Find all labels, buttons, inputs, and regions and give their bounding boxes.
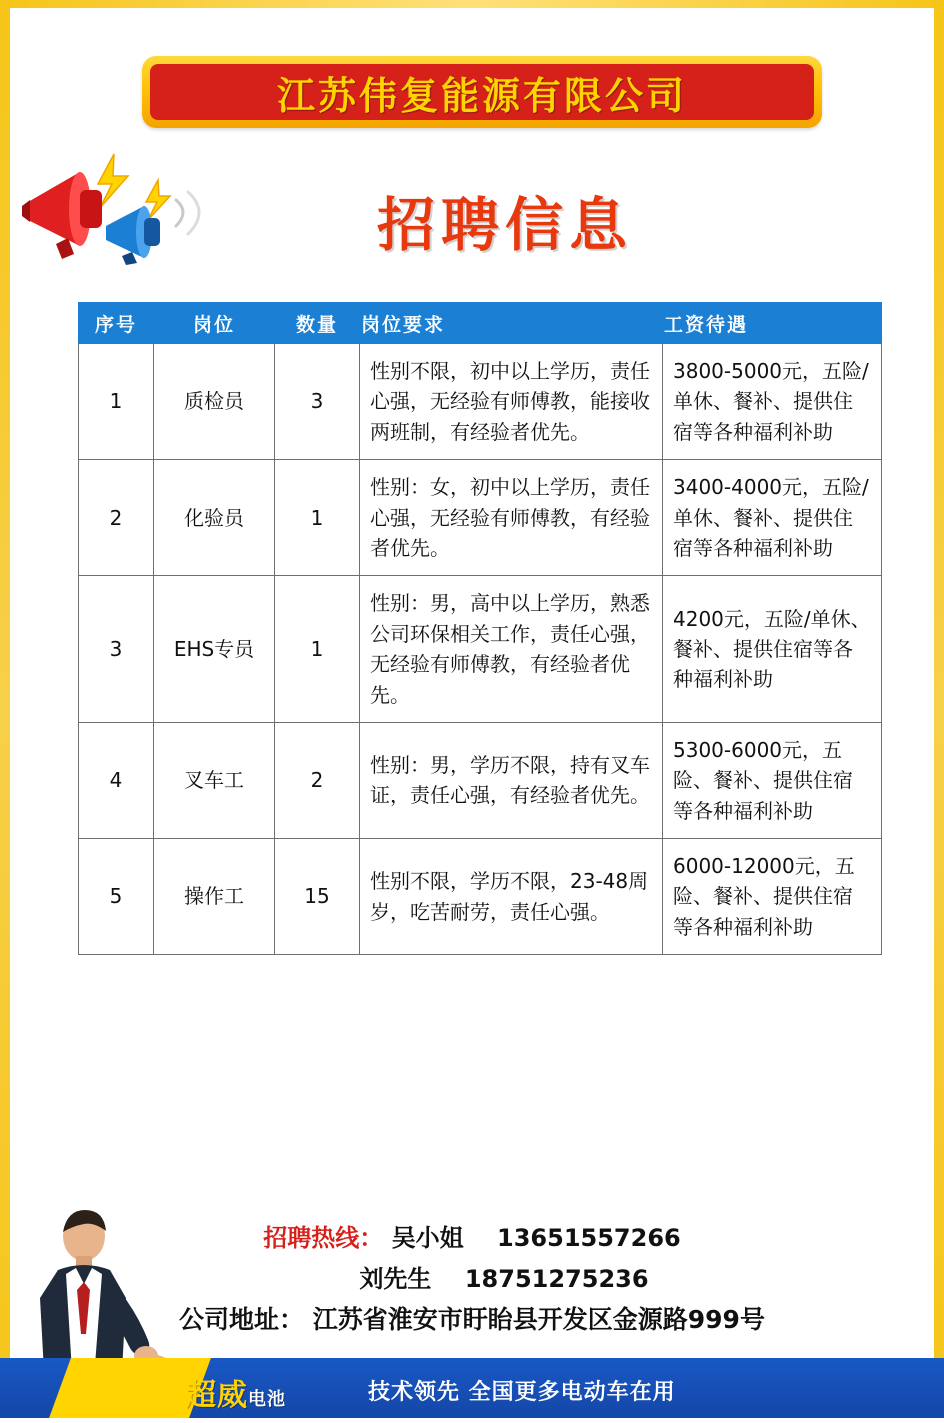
hotline-line-2	[0, 1259, 944, 1294]
header-no: 序号	[79, 303, 154, 344]
cell-requirement: 性别：女，初中以上学历，责任心强，无经验有师傅教，有经验者优先。	[360, 460, 663, 576]
table-row	[79, 722, 882, 838]
cell-no: 4	[79, 722, 154, 838]
contact1-name: 吴小姐	[391, 1224, 464, 1252]
cell-no: 1	[79, 344, 154, 460]
cell-salary: 4200元，五险/单休、餐补、提供住宿等各种福利补助	[663, 576, 882, 723]
jobs-table-container	[78, 302, 871, 955]
cell-requirement: 性别：男，高中以上学历，熟悉公司环保相关工作，责任心强，无经验有师傅教，有经验者优先。	[360, 576, 663, 723]
cell-count: 1	[275, 576, 360, 723]
header-salary: 工资待遇	[663, 303, 882, 344]
banner-outer-frame	[142, 56, 822, 128]
address-label: 公司地址：	[179, 1305, 305, 1334]
table-row	[79, 460, 882, 576]
bottom-ad-banner	[0, 1358, 944, 1418]
address-value: 江苏省淮安市盱眙县开发区金源路999号	[312, 1305, 765, 1334]
cell-no: 5	[79, 839, 154, 955]
company-name: 江苏伟复能源有限公司	[276, 73, 687, 118]
company-title-banner	[142, 56, 822, 128]
contact2-phone: 18751275236	[464, 1265, 649, 1293]
ad-brand	[186, 1370, 286, 1414]
table-header-row	[79, 303, 882, 344]
page-title: 招聘信息	[376, 191, 633, 259]
header-post: 岗位	[154, 303, 275, 344]
cell-count: 2	[275, 722, 360, 838]
hotline-line-1	[0, 1218, 944, 1253]
address-line	[0, 1300, 944, 1336]
cell-salary: 3800-5000元，五险/单休、餐补、提供住宿等各种福利补助	[663, 344, 882, 460]
cell-count: 3	[275, 344, 360, 460]
cell-post: 操作工	[154, 839, 275, 955]
cell-count: 15	[275, 839, 360, 955]
cell-requirement: 性别不限，初中以上学历，责任心强，无经验有师傅教，能接收两班制，有经验者优先。	[360, 344, 663, 460]
jobs-table	[78, 302, 882, 955]
table-row	[79, 576, 882, 723]
page-border-top	[0, 0, 944, 8]
header-requirement: 岗位要求	[360, 303, 663, 344]
cell-post: 叉车工	[154, 722, 275, 838]
page-border-right	[934, 0, 944, 1418]
ad-brand-main: 超威	[186, 1378, 248, 1413]
hotline-label: 招聘热线：	[263, 1224, 384, 1252]
megaphone-icon	[18, 150, 228, 265]
contact-block	[0, 1212, 944, 1342]
banner-inner-frame	[150, 64, 814, 120]
contact2-name: 刘先生	[359, 1265, 432, 1293]
contact1-phone: 13651557266	[497, 1224, 681, 1252]
cell-post: EHS专员	[154, 576, 275, 723]
cell-salary: 6000-12000元，五险、餐补、提供住宿等各种福利补助	[663, 839, 882, 955]
cell-no: 2	[79, 460, 154, 576]
header-count: 数量	[275, 303, 360, 344]
cell-salary: 3400-4000元，五险/单休、餐补、提供住宿等各种福利补助	[663, 460, 882, 576]
table-row	[79, 344, 882, 460]
page-border-left	[0, 0, 10, 1418]
cell-post: 化验员	[154, 460, 275, 576]
ad-brand-sub: 电池	[248, 1389, 286, 1410]
cell-salary: 5300-6000元，五险、餐补、提供住宿等各种福利补助	[663, 722, 882, 838]
cell-requirement: 性别不限，学历不限，23-48周岁，吃苦耐劳，责任心强。	[360, 839, 663, 955]
cell-requirement: 性别：男，学历不限，持有叉车证，责任心强，有经验者优先。	[360, 722, 663, 838]
cell-post: 质检员	[154, 344, 275, 460]
ad-slogan: 技术领先 全国更多电动车在用	[368, 1380, 676, 1405]
table-row	[79, 839, 882, 955]
cell-count: 1	[275, 460, 360, 576]
cell-no: 3	[79, 576, 154, 723]
